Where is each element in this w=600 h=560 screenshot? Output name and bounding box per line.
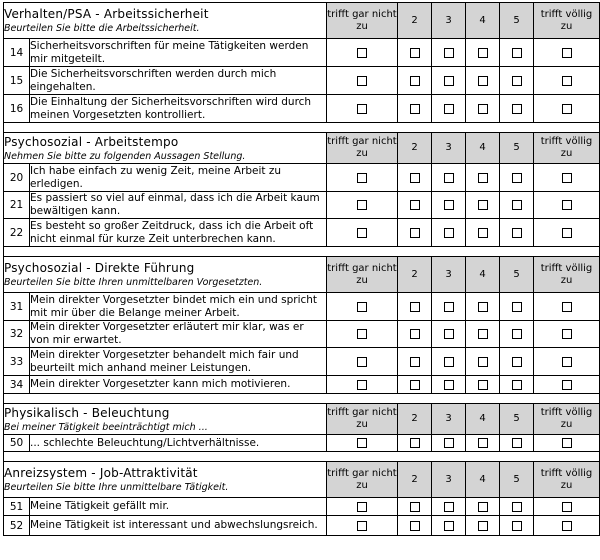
rating-checkbox-2[interactable] [410, 302, 420, 312]
rating-checkbox-3[interactable] [444, 200, 454, 210]
item-number: 52 [4, 516, 30, 536]
rating-checkbox-5[interactable] [512, 173, 522, 183]
rating-checkbox-4[interactable] [478, 48, 488, 58]
rating-cell [398, 435, 432, 452]
item-text: Die Sicherheitsvorschriften werden durch mich eingehalten. [30, 67, 327, 95]
rating-cell [534, 435, 600, 452]
rating-checkbox-3[interactable] [444, 329, 454, 339]
scale-label-max: trifft völlig zu [534, 3, 600, 39]
rating-cell [327, 498, 398, 516]
rating-checkbox-2[interactable] [410, 200, 420, 210]
rating-cell [466, 435, 500, 452]
rating-checkbox-6[interactable] [562, 438, 572, 448]
section-gap [4, 123, 600, 133]
rating-checkbox-4[interactable] [478, 173, 488, 183]
rating-cell [466, 293, 500, 321]
rating-cell [327, 348, 398, 376]
scale-label-2: 2 [398, 404, 432, 435]
rating-cell [432, 192, 466, 219]
scale-label-2: 2 [398, 133, 432, 164]
rating-checkbox-2[interactable] [410, 329, 420, 339]
item-text: Meine Tätigkeit ist interessant und abwechslungsreich. [30, 516, 327, 536]
rating-checkbox-3[interactable] [444, 76, 454, 86]
rating-checkbox-1[interactable] [357, 104, 367, 114]
rating-checkbox-4[interactable] [478, 380, 488, 390]
rating-checkbox-4[interactable] [478, 76, 488, 86]
section-instruction: Beurteilen Sie bitte Ihre unmittelbare Tätigkeit. [4, 482, 229, 493]
rating-cell [466, 164, 500, 192]
rating-checkbox-2[interactable] [410, 521, 420, 531]
rating-checkbox-6[interactable] [562, 76, 572, 86]
rating-checkbox-1[interactable] [357, 357, 367, 367]
rating-cell [466, 192, 500, 219]
item-row [4, 95, 600, 123]
rating-cell [432, 376, 466, 394]
section-header [4, 257, 327, 293]
section-header [4, 133, 327, 164]
rating-checkbox-5[interactable] [512, 48, 522, 58]
section-header [4, 404, 327, 435]
rating-checkbox-4[interactable] [478, 329, 488, 339]
rating-checkbox-6[interactable] [562, 357, 572, 367]
section-header-row [4, 3, 600, 39]
item-text: Es besteht so großer Zeitdruck, dass ich die Arbeit oft nicht einmal für kurze Zeit unterbrechen kann. [30, 219, 327, 247]
section-instruction: Beurteilen Sie bitte Ihren unmittelbaren Vorgesetzten. [4, 277, 263, 288]
rating-cell [534, 516, 600, 536]
rating-checkbox-1[interactable] [357, 329, 367, 339]
section-gap [4, 394, 600, 404]
scale-label-4: 4 [466, 133, 500, 164]
rating-cell [466, 67, 500, 95]
item-number: 14 [4, 39, 30, 67]
rating-cell [466, 376, 500, 394]
rating-checkbox-6[interactable] [562, 200, 572, 210]
scale-label-max: trifft völlig zu [534, 404, 600, 435]
gap-cell [4, 247, 600, 257]
rating-checkbox-2[interactable] [410, 76, 420, 86]
rating-checkbox-3[interactable] [444, 438, 454, 448]
item-number: 34 [4, 376, 30, 394]
scale-label-3: 3 [432, 133, 466, 164]
item-text: Mein direkter Vorgesetzter erläutert mir klar, was er von mir erwartet. [30, 321, 327, 348]
item-row [4, 39, 600, 67]
rating-checkbox-1[interactable] [357, 502, 367, 512]
section-header [4, 3, 327, 39]
scale-label-min: trifft gar nicht zu [327, 133, 398, 164]
rating-checkbox-2[interactable] [410, 48, 420, 58]
rating-cell [327, 321, 398, 348]
rating-cell [534, 95, 600, 123]
rating-checkbox-1[interactable] [357, 521, 367, 531]
scale-label-2: 2 [398, 257, 432, 293]
rating-cell [466, 321, 500, 348]
item-text: Es passiert so viel auf einmal, dass ich die Arbeit kaum bewältigen kann. [30, 192, 327, 219]
item-text: Ich habe einfach zu wenig Zeit, meine Arbeit zu erledigen. [30, 164, 327, 192]
rating-cell [327, 219, 398, 247]
section-header-row [4, 133, 600, 164]
rating-checkbox-4[interactable] [478, 357, 488, 367]
rating-checkbox-5[interactable] [512, 521, 522, 531]
rating-cell [432, 348, 466, 376]
rating-checkbox-4[interactable] [478, 502, 488, 512]
rating-checkbox-6[interactable] [562, 48, 572, 58]
item-number: 15 [4, 67, 30, 95]
item-number: 21 [4, 192, 30, 219]
rating-checkbox-6[interactable] [562, 228, 572, 238]
rating-cell [327, 95, 398, 123]
scale-label-min: trifft gar nicht zu [327, 3, 398, 39]
rating-cell [432, 95, 466, 123]
rating-cell [398, 376, 432, 394]
section-title: Psychosozial - Direkte Führung [4, 261, 195, 275]
rating-checkbox-1[interactable] [357, 302, 367, 312]
gap-cell [4, 452, 600, 462]
rating-cell [432, 39, 466, 67]
rating-cell [466, 348, 500, 376]
section-instruction: Beurteilen Sie bitte die Arbeitssicherheit. [4, 23, 200, 34]
questionnaire-table [3, 2, 600, 536]
rating-checkbox-5[interactable] [512, 228, 522, 238]
rating-cell [432, 67, 466, 95]
rating-cell [398, 348, 432, 376]
rating-checkbox-5[interactable] [512, 380, 522, 390]
scale-label-min: trifft gar nicht zu [327, 257, 398, 293]
rating-checkbox-5[interactable] [512, 329, 522, 339]
rating-checkbox-4[interactable] [478, 200, 488, 210]
rating-cell [327, 39, 398, 67]
rating-cell [432, 321, 466, 348]
section-header-row [4, 404, 600, 435]
item-text: Mein direkter Vorgesetzter behandelt mich fair und beurteilt mich anhand meiner Leistungen. [30, 348, 327, 376]
rating-checkbox-2[interactable] [410, 502, 420, 512]
rating-cell [432, 516, 466, 536]
scale-label-min: trifft gar nicht zu [327, 462, 398, 498]
rating-cell [327, 67, 398, 95]
rating-checkbox-3[interactable] [444, 521, 454, 531]
rating-cell [432, 498, 466, 516]
rating-cell [534, 498, 600, 516]
rating-cell [466, 95, 500, 123]
rating-checkbox-6[interactable] [562, 329, 572, 339]
rating-cell [534, 164, 600, 192]
scale-label-2: 2 [398, 462, 432, 498]
rating-checkbox-3[interactable] [444, 228, 454, 238]
item-text: ... schlechte Beleuchtung/Lichtverhältnisse. [30, 435, 327, 452]
rating-cell [327, 516, 398, 536]
rating-cell [466, 498, 500, 516]
rating-cell [500, 435, 534, 452]
gap-cell [4, 394, 600, 404]
rating-checkbox-2[interactable] [410, 173, 420, 183]
scale-label-4: 4 [466, 462, 500, 498]
item-number: 32 [4, 321, 30, 348]
section-header-row [4, 257, 600, 293]
item-row [4, 498, 600, 516]
rating-checkbox-1[interactable] [357, 380, 367, 390]
rating-cell [500, 498, 534, 516]
section-title: Physikalisch - Beleuchtung [4, 405, 170, 420]
rating-checkbox-1[interactable] [357, 438, 367, 448]
rating-checkbox-3[interactable] [444, 357, 454, 367]
rating-cell [500, 67, 534, 95]
scale-label-max: trifft völlig zu [534, 462, 600, 498]
rating-cell [398, 293, 432, 321]
item-number: 31 [4, 293, 30, 321]
rating-checkbox-6[interactable] [562, 380, 572, 390]
scale-label-3: 3 [432, 3, 466, 39]
item-number: 50 [4, 435, 30, 452]
rating-checkbox-6[interactable] [562, 173, 572, 183]
rating-cell [466, 39, 500, 67]
rating-cell [500, 164, 534, 192]
rating-checkbox-6[interactable] [562, 502, 572, 512]
rating-checkbox-4[interactable] [478, 521, 488, 531]
rating-cell [500, 95, 534, 123]
rating-cell [398, 67, 432, 95]
rating-cell [398, 39, 432, 67]
item-text: Mein direkter Vorgesetzter bindet mich ein und spricht mit mir über die Belange meiner Arbeit. [30, 293, 327, 321]
rating-checkbox-3[interactable] [444, 502, 454, 512]
scale-label-2: 2 [398, 3, 432, 39]
rating-cell [327, 293, 398, 321]
rating-cell [534, 321, 600, 348]
rating-cell [500, 348, 534, 376]
item-number: 16 [4, 95, 30, 123]
rating-cell [398, 321, 432, 348]
rating-checkbox-3[interactable] [444, 104, 454, 114]
gap-cell [4, 123, 600, 133]
rating-cell [534, 348, 600, 376]
scale-label-3: 3 [432, 404, 466, 435]
rating-cell [398, 95, 432, 123]
rating-cell [500, 192, 534, 219]
rating-cell [500, 39, 534, 67]
rating-cell [500, 321, 534, 348]
rating-checkbox-5[interactable] [512, 502, 522, 512]
rating-cell [432, 293, 466, 321]
rating-cell [432, 164, 466, 192]
rating-cell [500, 376, 534, 394]
rating-checkbox-4[interactable] [478, 104, 488, 114]
item-row [4, 516, 600, 536]
section-title: Verhalten/PSA - Arbeitssicherheit [4, 7, 209, 21]
rating-cell [398, 219, 432, 247]
rating-checkbox-4[interactable] [478, 438, 488, 448]
rating-cell [534, 192, 600, 219]
rating-cell [466, 219, 500, 247]
rating-checkbox-1[interactable] [357, 228, 367, 238]
rating-cell [398, 498, 432, 516]
rating-checkbox-2[interactable] [410, 380, 420, 390]
item-number: 51 [4, 498, 30, 516]
rating-cell [398, 192, 432, 219]
rating-cell [432, 435, 466, 452]
section-title: Anreizsystem - Job-Attraktivität [4, 466, 198, 480]
rating-checkbox-6[interactable] [562, 302, 572, 312]
item-row [4, 376, 600, 394]
rating-cell [534, 39, 600, 67]
scale-label-4: 4 [466, 257, 500, 293]
item-row [4, 192, 600, 219]
rating-cell [327, 164, 398, 192]
item-number: 33 [4, 348, 30, 376]
rating-cell [466, 516, 500, 536]
item-row [4, 435, 600, 452]
rating-cell [500, 293, 534, 321]
item-row [4, 164, 600, 192]
item-text: Meine Tätigkeit gefällt mir. [30, 498, 327, 516]
rating-checkbox-2[interactable] [410, 104, 420, 114]
rating-checkbox-5[interactable] [512, 357, 522, 367]
rating-cell [398, 164, 432, 192]
item-text: Mein direkter Vorgesetzter kann mich motivieren. [30, 376, 327, 394]
item-row [4, 321, 600, 348]
scale-label-3: 3 [432, 257, 466, 293]
rating-checkbox-3[interactable] [444, 173, 454, 183]
rating-checkbox-1[interactable] [357, 76, 367, 86]
rating-checkbox-4[interactable] [478, 302, 488, 312]
section-header-row [4, 462, 600, 498]
rating-cell [500, 516, 534, 536]
section-instruction: Bei meiner Tätigkeit beeinträchtigt mich ... [4, 421, 208, 433]
scale-label-5: 5 [500, 133, 534, 164]
item-row [4, 219, 600, 247]
rating-checkbox-1[interactable] [357, 173, 367, 183]
rating-cell [327, 435, 398, 452]
item-number: 22 [4, 219, 30, 247]
rating-cell [432, 219, 466, 247]
rating-checkbox-3[interactable] [444, 302, 454, 312]
section-title: Psychosozial - Arbeitstempo [4, 134, 179, 149]
rating-checkbox-5[interactable] [512, 76, 522, 86]
rating-checkbox-3[interactable] [444, 48, 454, 58]
item-number: 20 [4, 164, 30, 192]
rating-checkbox-6[interactable] [562, 521, 572, 531]
scale-label-max: trifft völlig zu [534, 133, 600, 164]
scale-label-max: trifft völlig zu [534, 257, 600, 293]
rating-checkbox-1[interactable] [357, 200, 367, 210]
rating-cell [327, 192, 398, 219]
scale-label-5: 5 [500, 404, 534, 435]
rating-checkbox-5[interactable] [512, 302, 522, 312]
item-row [4, 67, 600, 95]
rating-cell [500, 219, 534, 247]
rating-checkbox-5[interactable] [512, 438, 522, 448]
rating-cell [534, 376, 600, 394]
rating-checkbox-3[interactable] [444, 380, 454, 390]
scale-label-5: 5 [500, 462, 534, 498]
rating-cell [534, 67, 600, 95]
rating-checkbox-2[interactable] [410, 357, 420, 367]
rating-checkbox-4[interactable] [478, 228, 488, 238]
scale-label-5: 5 [500, 257, 534, 293]
rating-cell [327, 376, 398, 394]
rating-checkbox-2[interactable] [410, 438, 420, 448]
section-gap [4, 247, 600, 257]
scale-label-4: 4 [466, 3, 500, 39]
item-text: Die Einhaltung der Sicherheitsvorschriften wird durch meinen Vorgesetzten kontrolliert. [30, 95, 327, 123]
rating-cell [398, 516, 432, 536]
scale-label-5: 5 [500, 3, 534, 39]
scale-label-3: 3 [432, 462, 466, 498]
rating-checkbox-5[interactable] [512, 200, 522, 210]
scale-label-4: 4 [466, 404, 500, 435]
item-text: Sicherheitsvorschriften für meine Tätigkeiten werden mir mitgeteilt. [30, 39, 327, 67]
rating-checkbox-5[interactable] [512, 104, 522, 114]
section-gap [4, 452, 600, 462]
item-row [4, 293, 600, 321]
rating-checkbox-2[interactable] [410, 228, 420, 238]
scale-label-min: trifft gar nicht zu [327, 404, 398, 435]
rating-cell [534, 293, 600, 321]
rating-checkbox-1[interactable] [357, 48, 367, 58]
rating-checkbox-6[interactable] [562, 104, 572, 114]
section-instruction: Nehmen Sie bitte zu folgenden Aussagen Stellung. [4, 150, 246, 162]
item-row [4, 348, 600, 376]
section-header [4, 462, 327, 498]
rating-cell [534, 219, 600, 247]
